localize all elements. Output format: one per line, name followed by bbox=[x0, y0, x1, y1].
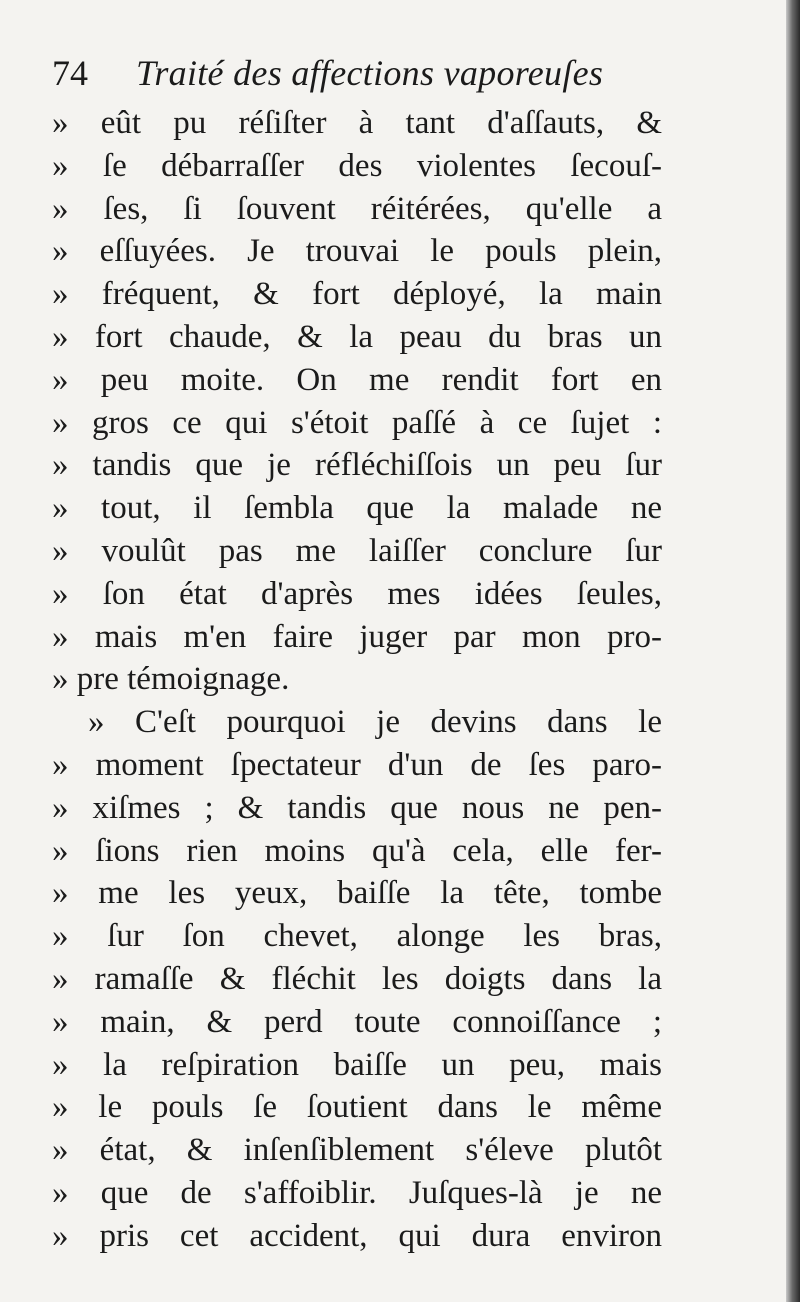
page-number: 74 bbox=[52, 53, 88, 93]
text-line: » ſur ſon chevet, alonge les bras, bbox=[52, 918, 662, 955]
page-edge-shadow bbox=[786, 0, 800, 1302]
text-line: » fort chaude, & la peau du bras un bbox=[52, 318, 662, 355]
text-line: » mais m'en faire juger par mon pro- bbox=[52, 618, 662, 655]
page-text bbox=[52, 44, 662, 1258]
running-title: Traité des affections vaporeuſes bbox=[136, 53, 604, 93]
text-line: » pris cet accident, qui dura environ bbox=[52, 1217, 662, 1254]
text-line: » peu moite. On me rendit fort en bbox=[52, 361, 662, 398]
text-line: » voulût pas me laiſſer conclure ſur bbox=[52, 532, 662, 569]
text-line: » ſes, ſi ſouvent réitérées, qu'elle a bbox=[52, 190, 662, 227]
text-line: » tandis que je réfléchiſſois un peu ſur bbox=[52, 447, 662, 484]
text-line: » état, & inſenſiblement s'éleve plutôt bbox=[52, 1132, 662, 1169]
text-line: » fréquent, & fort déployé, la main bbox=[52, 276, 662, 313]
text-line: » ſions rien moins qu'à cela, elle fer- bbox=[52, 832, 662, 869]
text-line: » que de s'affoiblir. Juſques-là je ne bbox=[52, 1174, 662, 1211]
paragraph-start-line: » C'eſt pourquoi je devins dans le bbox=[88, 704, 662, 741]
text-line: » main, & perd toute connoiſſance ; bbox=[52, 1003, 662, 1040]
text-line: » moment ſpectateur d'un de ſes paro- bbox=[52, 746, 662, 783]
text-line: » eût pu réſiſter à tant d'aſſauts, & bbox=[52, 105, 662, 141]
text-line: » xiſmes ; & tandis que nous ne pen- bbox=[52, 789, 662, 826]
running-head bbox=[52, 44, 662, 102]
text-line: » ſe débarraſſer des violentes ſecouſ- bbox=[52, 147, 662, 184]
text-line: » pre témoignage. bbox=[52, 661, 290, 698]
text-line: » le pouls ſe ſoutient dans le même bbox=[52, 1089, 662, 1126]
text-line: » ſon état d'après mes idées ſeules, bbox=[52, 575, 662, 612]
text-line: » gros ce qui s'étoit paſſé à ce ſujet : bbox=[52, 404, 662, 441]
text-line: » la reſpiration baiſſe un peu, mais bbox=[52, 1046, 662, 1083]
text-line: » me les yeux, baiſſe la tête, tombe bbox=[52, 875, 662, 912]
text-line: » eſſuyées. Je trouvai le pouls plein, bbox=[52, 233, 662, 270]
text-line: » tout, il ſembla que la malade ne bbox=[52, 490, 662, 527]
text-line: » ramaſſe & fléchit les doigts dans la bbox=[52, 960, 662, 997]
